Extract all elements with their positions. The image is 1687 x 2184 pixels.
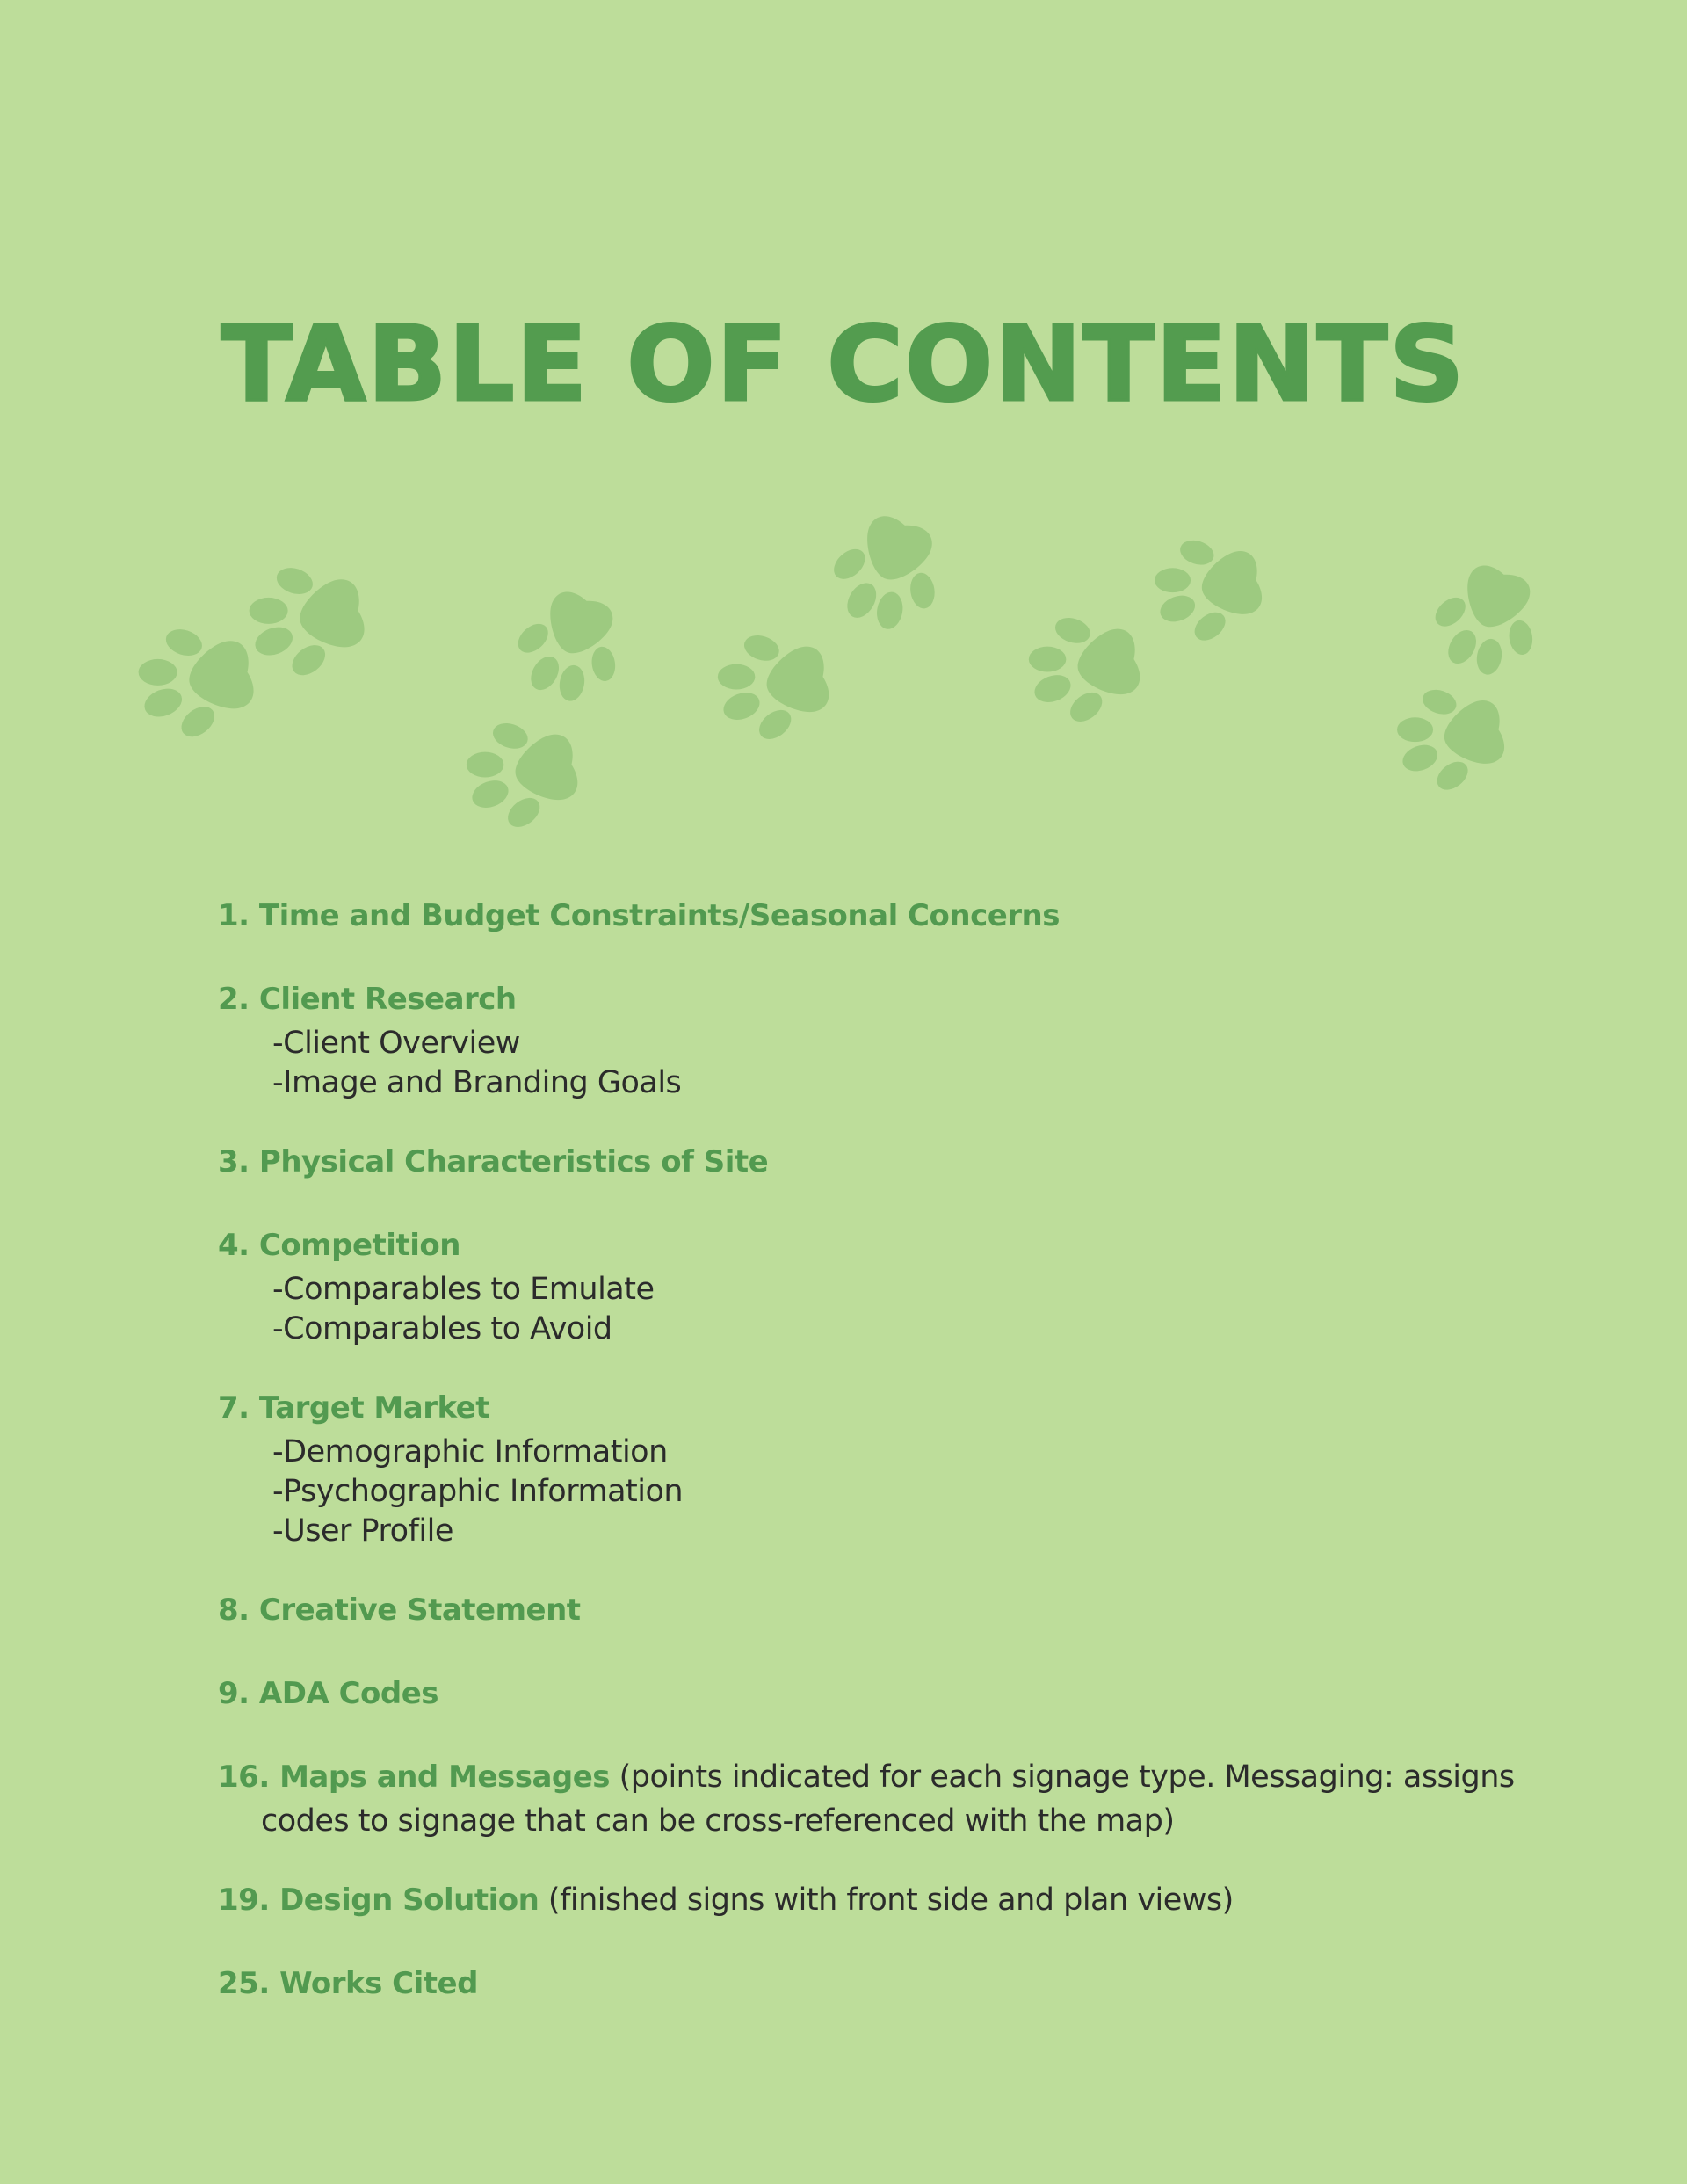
paw-print-icon (458, 707, 585, 840)
toc-subitem: -Image and Branding Goals (272, 1065, 682, 1100)
paw-print-icon (1146, 525, 1269, 653)
toc-entry-creative-statement (218, 1591, 1536, 1635)
toc-heading: 4. Competition (218, 1228, 460, 1263)
page-title: TABLE OF CONTENTS (221, 303, 1466, 424)
toc-entry-design-solution (218, 1881, 1536, 1925)
paw-print-icon (499, 579, 640, 716)
toc-heading: 1. Time and Budget Constraints/Seasonal Concerns (218, 898, 1060, 933)
paw-print-icon (1388, 674, 1511, 802)
toc-subitem: -Comparables to Emulate (272, 1272, 655, 1307)
paw-print-icon (709, 620, 836, 752)
toc-heading: 8. Creative Statement (218, 1593, 581, 1628)
toc-note-continuation: codes to signage that can be cross-referenced with the map) (261, 1803, 1175, 1839)
paw-print-icon (1416, 553, 1557, 690)
toc-note: (finished signs with front side and plan views) (539, 1883, 1234, 1918)
toc-subitem: -Client Overview (272, 1026, 520, 1061)
toc-entry-physical-characteristics (218, 1143, 1536, 1186)
toc-entry-target-market (218, 1389, 1536, 1551)
toc-subitems (218, 1024, 1536, 1103)
toc-heading: 25. Works Cited (218, 1966, 478, 2001)
toc-entry-ada-codes (218, 1674, 1536, 1718)
toc-entry-maps-messages (218, 1758, 1536, 1841)
toc-note: (points indicated for each signage type. Messaging: assigns (610, 1760, 1515, 1795)
toc-subitems (218, 1270, 1536, 1349)
paw-print-icon (240, 551, 372, 688)
toc-subitem: -Comparables to Avoid (272, 1311, 612, 1346)
toc-heading: 19. Design Solution (218, 1883, 539, 1918)
toc-heading: 7. Target Market (218, 1390, 489, 1426)
toc-subitems (218, 1433, 1536, 1551)
toc-entry-client-research (218, 980, 1536, 1103)
toc-subitem: -User Profile (272, 1513, 453, 1549)
table-of-contents (218, 896, 1536, 2048)
paw-print-icon (815, 503, 960, 644)
toc-heading: 16. Maps and Messages (218, 1760, 611, 1795)
toc-entry-works-cited (218, 1964, 1536, 2008)
paw-print-icon (129, 613, 261, 750)
toc-heading: 3. Physical Characteristics of Site (218, 1144, 769, 1179)
toc-subitem: -Psychographic Information (272, 1474, 684, 1509)
toc-subitem: -Demographic Information (272, 1434, 668, 1469)
toc-entry-competition (218, 1226, 1536, 1349)
toc-heading: 2. Client Research (218, 982, 517, 1017)
paw-print-icon (1020, 602, 1148, 735)
toc-entry-time-budget (218, 896, 1536, 940)
toc-heading: 9. ADA Codes (218, 1676, 439, 1711)
